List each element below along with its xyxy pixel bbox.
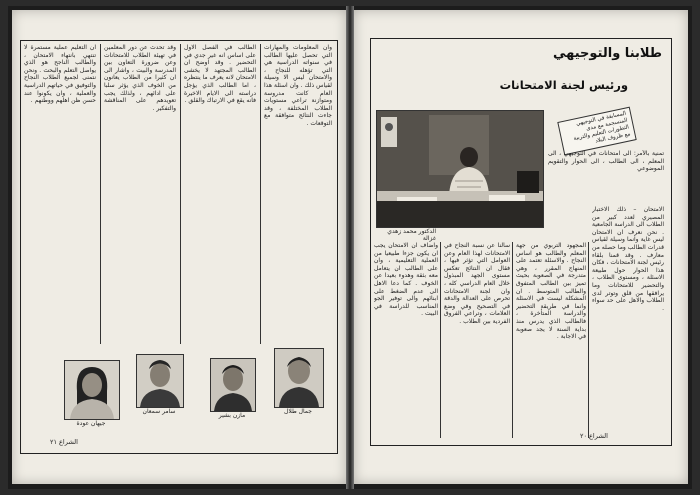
article-intro: تمنية بالأمر: الى امتحانات في التوجيهي ، الى المعلم ، الى الطالب ، الى الحوار والتقويم الموضوعي <box>548 150 664 173</box>
quote-stamp-box: المسابقة في التوجيهي المنسجمة مع مدى التطورات التعليم والتربية مع ظروف البلاد <box>557 107 636 156</box>
column-divider <box>100 44 101 344</box>
right-article-column-1: الامتحان – ذلك الاختبار المصيري لعدد كبير من الطلاب الى الدراسة الجامعية . نحن نعرف ان الامتحان ليس غاية وانما وسيلة لقياس قدرات الطالب وما حصله من معارف . وقد قمنا بلقاء رئيس لجنة الامتحانات ، فكان هذا الحوار حول طبيعة الاسئلة ، ومستوى الطلاب ، والتحضير للامتحانات وما يرافقها من قلق وتوتر لدى الطلاب والاهل على حد سواء . <box>592 206 664 312</box>
right-article-column-2: المجهود التربوي من جهة المعلم والطالب هو اساس النجاح . والاسئلة تعتمد على المنهاج المقرر ، وهي متدرجة في الصعوبة بحيث تميز بين الطالب المتفوق والطالب المتوسط . ان المشكلة ليست في الاسئلة وانما في طريقة التحضير والدراسة المتأخرة ، فالطالب الذي يدرس منذ بداية السنة لا يجد صعوبة في الاجابة . <box>516 242 586 341</box>
student-portrait-photo <box>210 358 256 412</box>
column-divider <box>440 242 441 438</box>
portrait-image <box>275 349 323 407</box>
student-portrait-photo <box>274 348 324 408</box>
page-number: الشراع ٢١ <box>50 438 78 446</box>
column-divider <box>512 242 513 438</box>
left-article-column-2: الطالب في الفصل الاول على اساس انه غير جدي في التحضير . وقد اوضح ان الطالب المجتهد لا يخشى الامتحان لانه يعرف ما ينتظره ، اما الطالب الذي يؤجل دراسته الى الايام الاخيرة فانه يقع في الارتباك والقلق . <box>184 44 256 105</box>
magazine-spread <box>8 6 692 489</box>
portrait-caption: جمال طلال <box>284 408 312 415</box>
portrait-image <box>211 359 255 411</box>
spine-gutter <box>346 6 354 489</box>
portrait-caption: مازن بشير <box>218 412 246 419</box>
article-main-photo <box>376 110 544 228</box>
right-page <box>354 10 688 484</box>
left-page <box>12 10 346 484</box>
left-article-column-4: ان التعليم عملية مستمرة لا تنتهي بانتهاء الامتحان ، والطالب الناجح هو الذي يواصل التعلم والبحث . ونحن نتمنى لجميع الطلاب النجاح والتوفيق في حياتهم الدراسية والعملية ، وان يكونوا عند حسن ظن اهلهم ووطنهم . <box>24 44 96 105</box>
student-portrait-photo <box>136 354 184 408</box>
right-article-column-4: واضاف ان الامتحان يجب ان يكون جزءا طبيعيا من العملية التعليمية ، وان على الطالب ان يتعامل معه بثقة وهدوء بعيدا عن الخوف . كما دعا الاهل الى عدم الضغط على ابنائهم والى توفير الجو المناسب للدراسة في البيت . <box>374 242 438 318</box>
student-portrait-photo <box>64 360 120 420</box>
column-divider <box>588 242 589 438</box>
left-article-column-1: وان المعلومات والمهارات التي تحصل عليها الطالب في سنواته الدراسية هي التي تؤهله للنجاح ، والامتحان ليس الا وسيلة لقياس ذلك . وان اسئلة هذا العام كانت مدروسة ومتوازنة تراعي مستويات الطلاب المختلفة ، وقد جاءت النتائج متوافقة مع التوقعات . <box>264 44 332 127</box>
portrait-image <box>65 361 119 419</box>
photo-caption: الدكتور محمد زهدي غزالة <box>387 228 436 242</box>
column-divider <box>180 44 181 344</box>
portrait-caption: سامر سمعان <box>142 408 176 415</box>
portrait-caption: جيهان عودة <box>76 420 106 427</box>
page-number: الشراع ٢٠ <box>580 432 608 440</box>
right-article-column-3: سألنا عن نسبة النجاح في الامتحانات لهذا العام وعن العوامل التي تؤثر فيها ، فقال ان النتائج تعكس مستوى الجهد المبذول خلال العام الدراسي كله ، وان لجنة الامتحانات تحرص على العدالة والدقة في التصحيح وفي وضع العلامات ، وتراعي الفروق الفردية بين الطلاب . <box>444 242 510 325</box>
office-scene-image <box>377 111 543 227</box>
column-divider <box>260 44 261 344</box>
article-subheadline: ورئيس لجنة الامتحانات <box>499 78 628 92</box>
portrait-image <box>137 355 183 407</box>
left-article-column-3: وقد تحدث عن دور المعلمين في تهيئة الطلاب للامتحانات وعن ضرورة التعاون بين المدرسة والبيت ، واشار الى ان كثيرا من الطلاب يعانون من الخوف الذي يؤثر سلبا على ادائهم ، ولذلك يجب تعويدهم على المناقشة والتفكير . <box>104 44 176 112</box>
article-headline: طلابنا والتوجيهي <box>553 46 662 61</box>
